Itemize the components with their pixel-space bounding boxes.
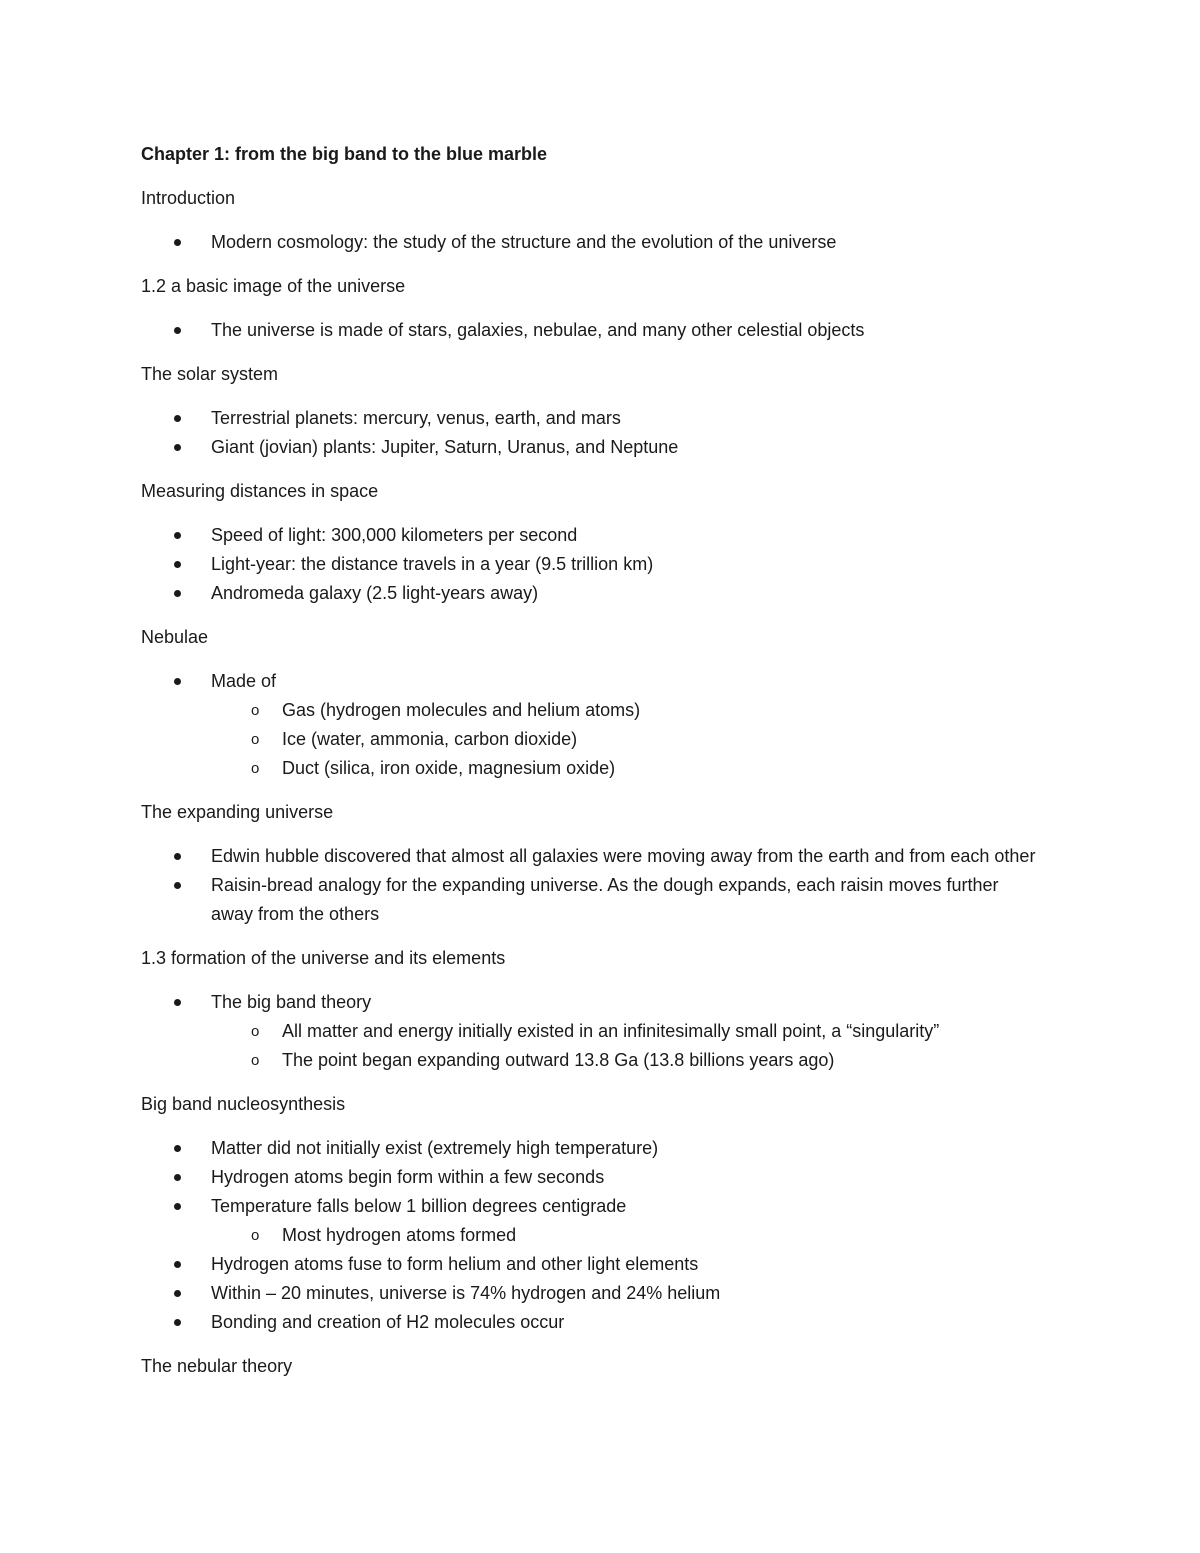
bullet-item [141,842,1041,871]
bullet-icon [174,853,181,860]
sub-bullet-text: Ice (water, ammonia, carbon dioxide) [282,729,578,749]
sub-bullet-item [211,725,1041,754]
bullet-item [141,521,1041,550]
bullet-item [141,1134,1041,1163]
bullet-item [141,404,1041,433]
bullet-text: Terrestrial planets: mercury, venus, earth, and mars [211,408,621,428]
bullet-icon [174,999,181,1006]
sub-bullet-list [211,1221,1041,1250]
document-content [141,140,1041,1396]
bullet-icon [174,678,181,685]
chapter-title: Chapter 1: from the big band to the blue marble [141,144,548,164]
sub-bullet-item [211,696,1041,725]
bullet-icon [174,561,181,568]
bullet-text: Made of [211,671,277,691]
bullet-text: Hydrogen atoms fuse to form helium and other light elements [211,1254,699,1274]
bullet-icon [174,1174,181,1181]
sub-bullet-list [211,696,1041,783]
bullet-text: The big band theory [211,992,372,1012]
bullet-item [141,988,1041,1075]
bullet-item [141,667,1041,783]
bullet-text: Within – 20 minutes, universe is 74% hydrogen and 24% helium [211,1283,721,1303]
bullet-item [141,1279,1041,1308]
bullet-icon [174,444,181,451]
section-heading: Introduction [141,188,236,208]
hollow-bullet-icon: o [251,1227,260,1244]
bullet-text: Giant (jovian) plants: Jupiter, Saturn, Uranus, and Neptune [211,437,679,457]
bullet-text: Temperature falls below 1 billion degrees centigrade [211,1196,627,1216]
bullet-text: Bonding and creation of H2 molecules occur [211,1312,565,1332]
section-heading: 1.3 formation of the universe and its elements [141,948,506,968]
hollow-bullet-icon: o [251,760,260,777]
bullet-item [141,316,1041,345]
bullet-item [141,433,1041,462]
bullet-text: Light-year: the distance travels in a year (9.5 trillion km) [211,554,654,574]
hollow-bullet-icon: o [251,702,260,719]
bullet-text: Modern cosmology: the study of the structure and the evolution of the universe [211,232,837,252]
bullet-text: Andromeda galaxy (2.5 light-years away) [211,583,539,603]
bullet-item [141,1308,1041,1337]
bullet-item [141,871,1041,929]
bullet-text: Raisin-bread analogy for the expanding universe. As the dough expands, each raisin moves further away from the others [211,875,999,924]
bullet-icon [174,1290,181,1297]
bullet-text: Hydrogen atoms begin form within a few seconds [211,1167,605,1187]
bullet-item [141,228,1041,257]
section-heading: Big band nucleosynthesis [141,1094,346,1114]
section-heading: The solar system [141,364,279,384]
bullet-item [141,550,1041,579]
bullet-icon [174,590,181,597]
bullet-item [141,1250,1041,1279]
sub-bullet-item [211,1221,1041,1250]
bullet-text: The universe is made of stars, galaxies, nebulae, and many other celestial objects [211,320,865,340]
sub-bullet-item [211,1046,1041,1075]
bullet-item [141,579,1041,608]
bullet-icon [174,1145,181,1152]
bullet-text: Speed of light: 300,000 kilometers per second [211,525,578,545]
hollow-bullet-icon: o [251,1023,260,1040]
bullet-list [141,842,1041,929]
bullet-list [141,521,1041,608]
bullet-list [141,404,1041,462]
bullet-text: Matter did not initially exist (extremely high temperature) [211,1138,659,1158]
section-heading: Nebulae [141,627,209,647]
bullet-icon [174,415,181,422]
sub-bullet-text: Duct (silica, iron oxide, magnesium oxide) [282,758,616,778]
sub-bullet-item [211,754,1041,783]
bullet-list [141,1134,1041,1337]
sub-bullet-text: Gas (hydrogen molecules and helium atoms) [282,700,641,720]
bullet-list [141,667,1041,783]
bullet-list [141,228,1041,257]
bullet-icon [174,1203,181,1210]
sub-bullet-item [211,1017,1041,1046]
bullet-icon [174,239,181,246]
section-heading: The expanding universe [141,802,334,822]
bullet-icon [174,532,181,539]
bullet-icon [174,327,181,334]
section-heading: Measuring distances in space [141,481,379,501]
bullet-item [141,1163,1041,1192]
sub-bullet-text: Most hydrogen atoms formed [282,1225,517,1245]
bullet-item [141,1192,1041,1250]
hollow-bullet-icon: o [251,1052,260,1069]
sub-bullet-text: All matter and energy initially existed in an infinitesimally small point, a “singularity” [282,1021,940,1041]
section-heading: 1.2 a basic image of the universe [141,276,406,296]
sub-bullet-list [211,1017,1041,1075]
bullet-list [141,316,1041,345]
bullet-list [141,988,1041,1075]
hollow-bullet-icon: o [251,731,260,748]
section-heading: The nebular theory [141,1356,293,1376]
sub-bullet-text: The point began expanding outward 13.8 Ga (13.8 billions years ago) [282,1050,835,1070]
bullet-text: Edwin hubble discovered that almost all galaxies were moving away from the earth and from each other [211,846,1036,866]
bullet-icon [174,1319,181,1326]
bullet-icon [174,882,181,889]
bullet-icon [174,1261,181,1268]
